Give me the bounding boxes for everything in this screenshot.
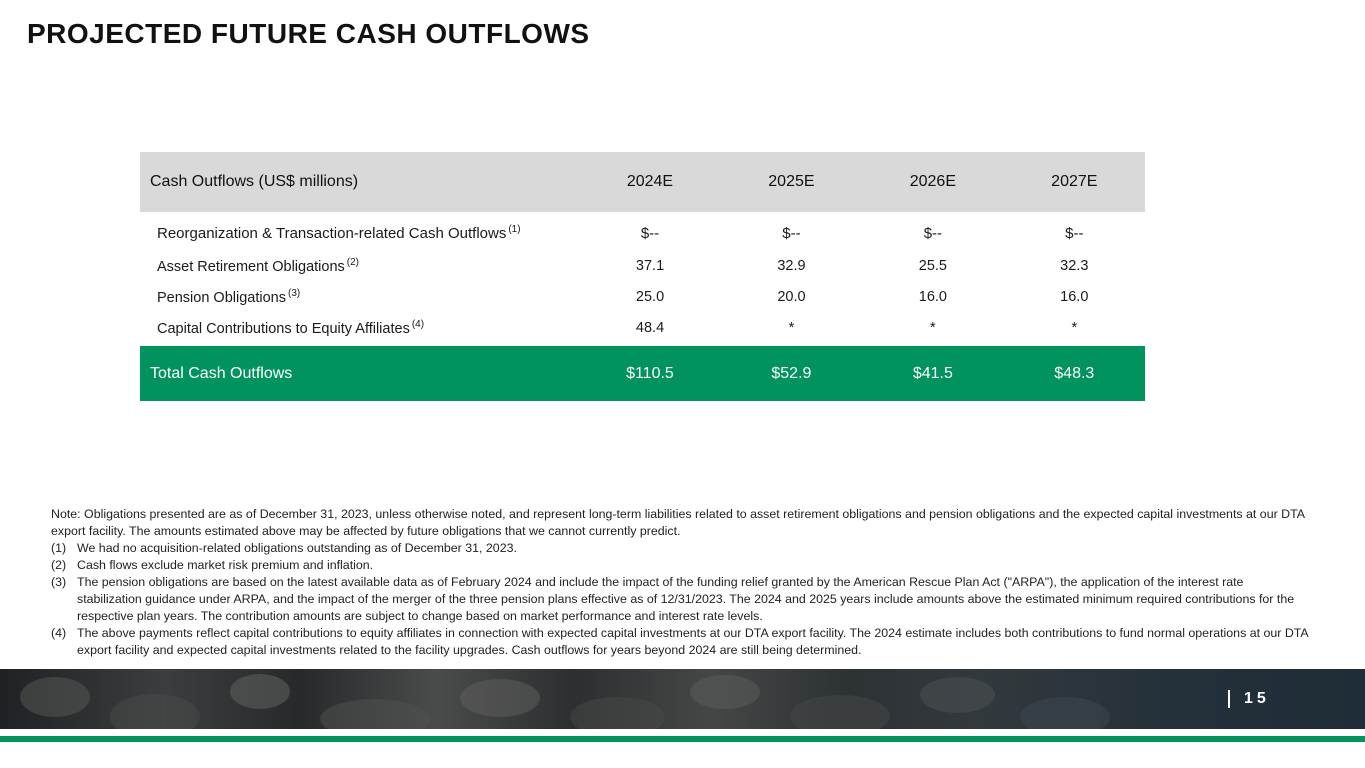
footnote-ref: (4)	[411, 318, 425, 330]
table-cell: $--	[640, 224, 660, 242]
header-cell-2027e: 2027E	[1051, 173, 1098, 190]
footer-presentation-title	[799, 14, 1213, 47]
footnote-ref: (3)	[287, 287, 301, 299]
total-cell: $48.3	[1054, 364, 1095, 382]
footnote-number: (1)	[51, 541, 67, 555]
row-label: Reorganization & Transaction-related Cash Outflows $^{(1)}$	[157, 224, 521, 242]
header-cell-2024e: 2024E	[626, 173, 674, 190]
total-label: Total Cash Outflows	[150, 364, 293, 382]
footer-divider	[1228, 690, 1230, 708]
footnote	[51, 557, 1311, 574]
table-cell: *	[930, 319, 936, 336]
table-cell: $--	[923, 224, 943, 242]
total-cell: $110.5	[626, 364, 674, 382]
footnote-number: (2)	[51, 558, 67, 572]
table-row	[140, 312, 1145, 343]
row-label: Pension Obligations $^{(3)}$	[157, 287, 301, 306]
footnote-number: (3)	[51, 575, 67, 589]
table-row	[140, 212, 1145, 250]
accent-bar	[0, 736, 1365, 742]
footnote-ref: (2)	[346, 256, 360, 268]
footnote	[51, 574, 1311, 625]
table-cell: 25.0	[635, 288, 665, 305]
row-label: Asset Retirement Obligations $^{(2)}$	[157, 256, 360, 275]
table-cell: *	[788, 319, 795, 336]
table-cell: 20.0	[777, 288, 806, 305]
footnote-text: We had no acquisition-related obligations outstanding as of December 31, 2023.	[77, 541, 517, 555]
table-cell: 37.1	[635, 257, 665, 274]
page-title: PROJECTED FUTURE CASH OUTFLOWS	[27, 18, 590, 49]
footnote	[51, 540, 1311, 557]
table-cell: 16.0	[1060, 288, 1089, 305]
table-cell: $--	[1065, 224, 1084, 242]
header-cell-2026e: 2026E	[909, 173, 956, 190]
row-label: Capital Contributions to Equity Affiliates $^{(4)}$	[157, 318, 425, 337]
footer-banner	[0, 669, 1365, 729]
table-header-row	[140, 152, 1145, 212]
footnote-text: Cash flows exclude market risk premium and inflation.	[77, 558, 374, 572]
header-cell-label: Cash Outflows (US$ millions)	[150, 173, 359, 190]
footnote-text: The above payments reflect capital contributions to equity affiliates in connection with expected capital investments at our DTA export facility. The 2024 estimate includes both contributions to fund normal operations at our DTA export facility and expected capital investments related to the facility upgrades. Cash outflows for years beyond 2024 are still being determined.	[77, 626, 1309, 657]
footer-date: FEBRUARY 2024	[1033, 33, 1213, 47]
notes-section	[51, 506, 1311, 659]
table-row	[140, 250, 1145, 281]
note-intro: Note: Obligations presented are as of December 31, 2023, unless otherwise noted, and represent long-term liabilities related to asset retirement obligations and pension obligations and the expected capital investments at our DTA export facility. The amounts estimated above may be affected by future obligations that we cannot currently predict.	[51, 507, 1305, 538]
header-cell-2025e: 2025E	[768, 173, 815, 190]
footnote-number: (4)	[51, 626, 67, 640]
table-cell: 25.5	[918, 257, 947, 274]
table-cell: 48.4	[635, 319, 665, 336]
table-cell: 32.9	[777, 257, 806, 274]
page-number: 15	[1244, 690, 1270, 707]
footnote	[51, 625, 1311, 659]
total-cell: $52.9	[771, 364, 812, 382]
table-cell: $--	[782, 224, 801, 242]
footnote-text: The pension obligations are based on the latest available data as of February 2024 and include the impact of the funding relief granted by the American Rescue Plan Act ("ARPA"), the application of the interest rate stabilization guidance under ARPA, and the impact of the merger of the three pension plans effective as of 12/31/2023. The 2024 and 2025 years include amounts above the estimated minimum required contributions for the respective plan years. The contribution amounts are subject to change based on market performance and interest rate levels.	[77, 575, 1295, 623]
table-cell: 16.0	[918, 288, 947, 305]
total-cell: $41.5	[912, 364, 953, 382]
table-row	[140, 281, 1145, 312]
footer-title: AMR INVESTOR PRESENTATION	[798, 14, 1213, 31]
footnote-ref: (1)	[508, 224, 521, 235]
table-cell: 32.3	[1060, 257, 1089, 274]
table-cell: *	[1071, 319, 1078, 336]
total-row	[140, 346, 1145, 401]
cash-outflows-table	[140, 152, 1145, 401]
